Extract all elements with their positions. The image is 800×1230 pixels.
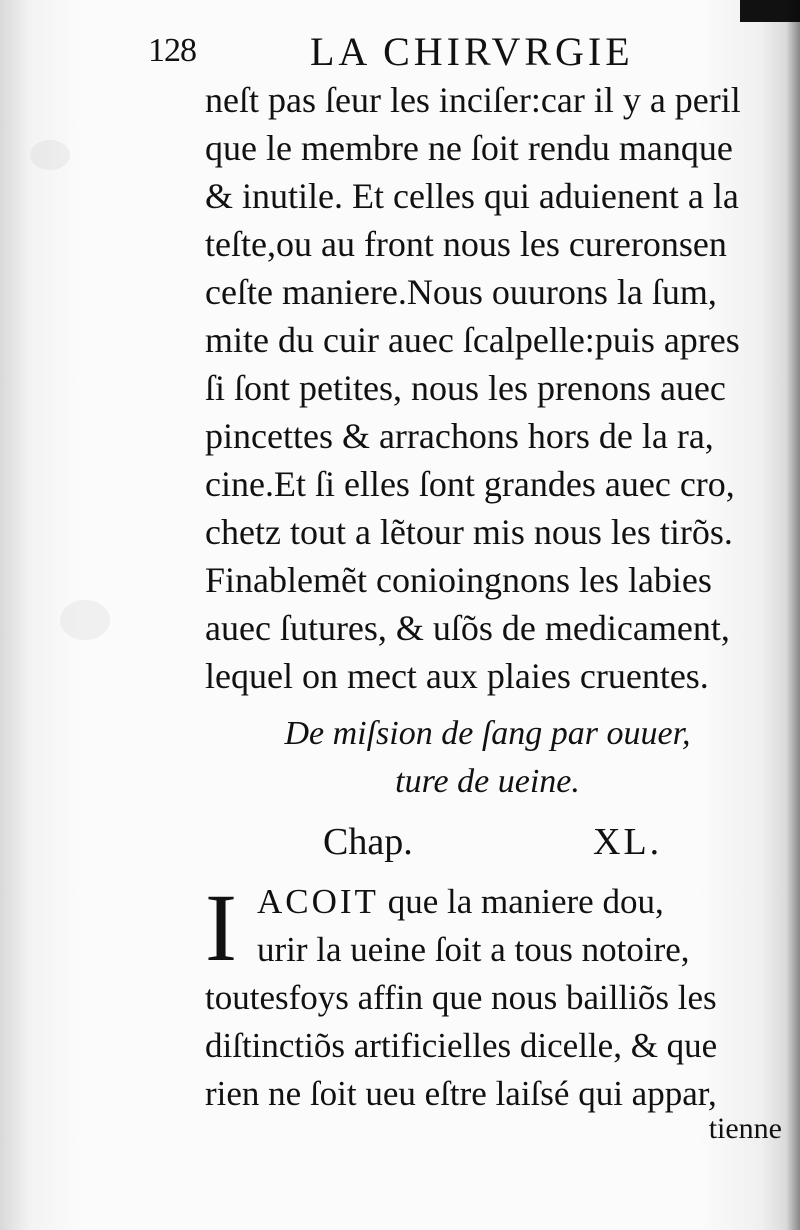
- paper-stain: [30, 140, 70, 170]
- text-line: Finablemẽt conioingnons les labies: [205, 560, 712, 600]
- text-line: neſt pas ſeur les inciſer:car il y a peril: [205, 80, 741, 120]
- text-line: mite du cuir auec ſcalpelle:puis apres: [205, 320, 740, 360]
- heading-line: ture de ueine.: [395, 763, 580, 800]
- body-paragraph: [205, 76, 770, 700]
- text-line: pincettes & arrachons hors de la ra,: [205, 416, 714, 456]
- text-line: que le membre ne ſoit rendu manque: [205, 128, 733, 168]
- text-line: ceſte maniere.Nous ouurons la ſum,: [205, 272, 717, 312]
- text-line: diſtinctiõs artificielles dicelle, & que: [205, 1026, 718, 1065]
- text-line: lequel on mect aux plaies cruentes.: [205, 656, 709, 696]
- drop-capital: I: [205, 874, 237, 981]
- running-title: LA CHIRVRGIE: [310, 29, 634, 74]
- running-head: [140, 26, 750, 76]
- paper-stain: [60, 600, 110, 640]
- text-line: toutesfoys affin que nous bailliõs les: [205, 978, 717, 1017]
- heading-line: De miſsion de ſang par ouuer,: [284, 715, 691, 752]
- page-spine-shadow: [786, 0, 800, 1230]
- text-line: ſi ſont petites, nous les prenons auec: [205, 368, 726, 408]
- text-line: rien ne ſoit ueu eſtre laiſsé qui appar,: [205, 1074, 717, 1113]
- text-line: auec ſutures, & uſõs de medicament,: [205, 608, 730, 648]
- opening-word: ACOIT: [257, 882, 379, 921]
- text-line: urir la ueine ſoit a tous notoire,: [257, 930, 690, 969]
- chapter-paragraph: [205, 874, 780, 1118]
- chapter-heading: [205, 820, 770, 870]
- page-number: 128: [148, 32, 196, 69]
- text-line: cine.Et ſi elles ſont grandes auec cro,: [205, 464, 735, 504]
- chapter-label: Chap.: [323, 821, 413, 863]
- text-line: & inutile. Et celles qui aduienent a la: [205, 176, 739, 216]
- text-line: chetz tout a lẽtour mis nous les tirõs.: [205, 512, 733, 552]
- text-line: teſte,ou au front nous les cureronsen: [205, 224, 727, 264]
- section-heading: [205, 710, 770, 806]
- line-rest: que la maniere dou,: [378, 882, 664, 921]
- text-line: [205, 878, 780, 926]
- chapter-number: XL.: [593, 821, 663, 863]
- catchword: tienne: [708, 1112, 782, 1145]
